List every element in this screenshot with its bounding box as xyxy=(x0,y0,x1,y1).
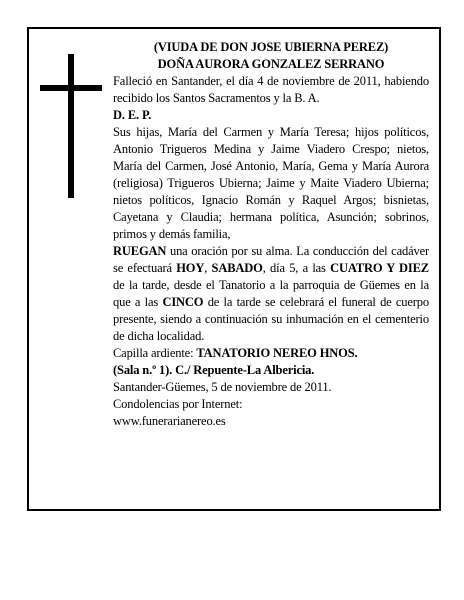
chapel-name: TANATORIO NEREO HNOS. xyxy=(196,346,358,360)
funeral-details xyxy=(113,243,429,345)
death-statement: Falleció en Santander, el día 4 de noviembre de 2011, habiendo recibido los Santos Sacramentos y la B. A. xyxy=(113,74,429,105)
separator: , xyxy=(204,261,212,275)
widow-line: (VIUDA DE DON JOSE UBIERNA PEREZ) xyxy=(153,40,389,54)
ruegan-word: RUEGAN xyxy=(113,244,167,258)
cross-icon-bar xyxy=(40,85,102,91)
time-cuatro: CUATRO Y DIEZ xyxy=(330,261,429,275)
chapel-label: Capilla ardiente: xyxy=(113,346,197,360)
chapel-line xyxy=(113,345,429,362)
day-text: , día 5, a las xyxy=(262,261,331,275)
condolences-line: Condolencias por Internet: xyxy=(113,397,243,411)
obituary-text xyxy=(113,39,429,430)
service-text: de la tarde se celebrará el funeral de cuerpo presente, siendo a continuación su inhumación en el cementerio de dicha localidad. xyxy=(113,295,430,343)
family-list: Sus hijas, María del Carmen y María Teresa; hijos políticos, Antonio Trigueros Medina y Jaime Viadero Crespo; nietos, María del Carmen, José Antonio, María, Gema y María Aurora (religiosa) Trigueros Ubierna; Jaime y Maite Viadero Ubierna; nietos políticos, Ignacio Román y Raquel Argos; bisnietas, Cayetana y Claudia; hermana política, Asunción; sobrinos, primos y demás familia, xyxy=(113,125,429,241)
time-cinco: CINCO xyxy=(162,295,204,309)
deceased-name: DOÑA AURORA GONZALEZ SERRANO xyxy=(157,57,385,71)
route-text: de la tarde, desde el Tanatorio a la parroquia de Güemes en la que a las xyxy=(113,278,429,309)
sabado-word: SABADO xyxy=(211,261,263,275)
cross-icon xyxy=(68,54,74,198)
dep-line: D. E. P. xyxy=(113,108,152,122)
place-date: Santander-Güemes, 5 de noviembre de 2011. xyxy=(113,380,332,394)
ruegan-text: una oración por su alma. La conducción del cadáver se efectuará xyxy=(113,244,429,275)
hoy-word: HOY xyxy=(176,261,205,275)
chapel-address: (Sala n.º 1). C./ Repuente-La Albericia. xyxy=(113,363,315,377)
website-link[interactable]: www.funerarianereo.es xyxy=(113,414,226,428)
